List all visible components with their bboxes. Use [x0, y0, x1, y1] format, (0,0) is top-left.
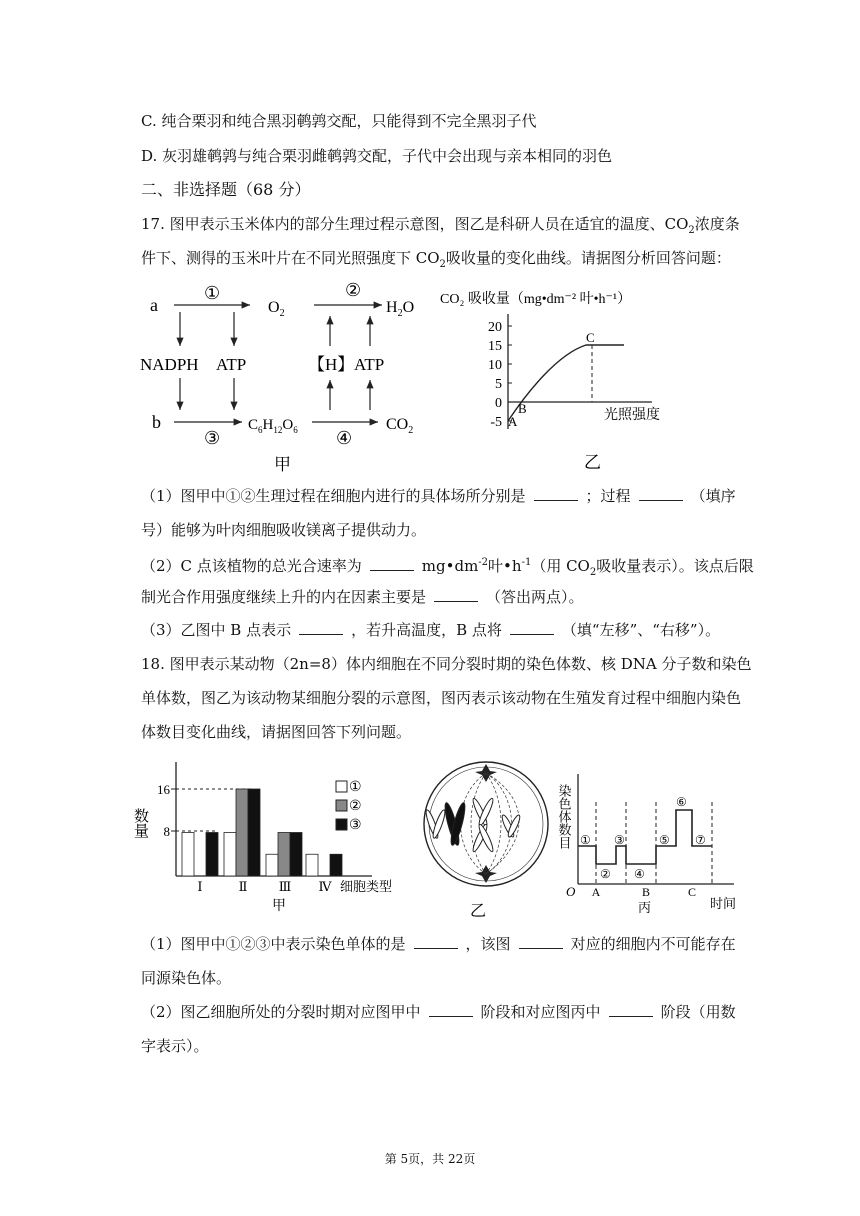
atp-label-1: ATP [216, 355, 247, 374]
bar-1-3 [266, 854, 278, 876]
q17-intro-line1: 17. 图甲表示玉米体内的部分生理过程示意图，图乙是科研人员在适宜的温度、$CO_2$浓度条 [141, 215, 740, 236]
x-marker: B [641, 885, 651, 899]
y-tick: 16 [157, 782, 170, 797]
y-axis-label: 染色体数目 [556, 784, 572, 849]
figure-caption-yi: 乙 [584, 453, 601, 472]
q18-part2-cont: 字表示）。 [141, 1037, 209, 1055]
q18-intro-line3: 体数目变化曲线，请据图回答下列问题。 [141, 723, 412, 741]
x-marker: A [591, 885, 601, 899]
stage-label: ③ [614, 833, 625, 847]
category-label: Ⅲ [278, 879, 292, 894]
q18-part1-cont: 同源染色体。 [141, 969, 232, 987]
q17-part2: （2）C 点该植物的总光合速率为 $mg•dm^{-2}$叶$•h^{-1}$（用 $CO_2$吸收量表示）。该点后限 [141, 557, 754, 578]
bar-1-4 [306, 854, 318, 876]
step-3-label: ③ [204, 428, 221, 448]
y-tick: 10 [488, 358, 502, 373]
y-tick: 15 [488, 339, 502, 354]
x-axis-label: 时间 [710, 896, 737, 911]
y-axis-label: 数量 [132, 808, 148, 838]
figure-18-jia-bar-chart [132, 760, 410, 920]
answer-blank[interactable] [299, 620, 343, 635]
point-a-label: A [508, 414, 518, 429]
legend-label: ③ [349, 818, 362, 833]
bar-3-1 [206, 833, 218, 877]
y-tick: 0 [495, 396, 502, 411]
stage-label: ⑦ [695, 833, 706, 847]
label-a: a [150, 295, 158, 315]
q17-part1-cont: 号）能够为叶肉细胞吸收镁离子提供动力。 [141, 521, 427, 539]
point-c-label: C [586, 330, 595, 345]
option-c: C. 纯合栗羽和纯合黑羽鹌鹑交配，只能得到不完全黑羽子代 [141, 112, 537, 130]
answer-blank[interactable] [639, 486, 683, 501]
y-tick: 20 [488, 320, 502, 335]
point-b-label: B [518, 401, 527, 416]
stage-label: ⑤ [659, 833, 670, 847]
bar-3-2 [248, 789, 260, 876]
q17-part3: （3）乙图中 B 点表示 ，若升高温度，B 点将 （填“左移”、“右移”）。 [141, 621, 721, 639]
step-1-label: ① [204, 283, 221, 303]
stage-label: ④ [634, 867, 645, 881]
figure-18-yi-cell-diagram [422, 756, 552, 921]
y-tick: 8 [163, 824, 170, 839]
category-label: Ⅳ [318, 879, 332, 894]
step-4-label: ④ [336, 428, 353, 448]
legend [336, 780, 362, 833]
category-labels [197, 879, 332, 894]
h2o-label: $H_2O$ [386, 299, 415, 319]
category-label: Ⅰ [197, 879, 203, 894]
figure-17-jia-pathway [138, 282, 428, 477]
x-axis-label: 光照强度 [604, 408, 660, 423]
figure-18-bing-step-chart [558, 772, 748, 922]
chart-title: CO₂ 吸收量（mg•dm⁻² 叶•h⁻¹） [440, 292, 632, 307]
q17-part1: （1）图甲中①②生理过程在细胞内进行的具体场所分别是 ；过程 （填序 [141, 487, 736, 505]
q17-part2-cont: 制光合作用强度继续上升的内在因素主要是 （答出两点）。 [141, 588, 584, 606]
answer-blank[interactable] [429, 1002, 473, 1017]
q18-part2: （2）图乙细胞所处的分裂时期对应图甲中 阶段和对应图丙中 阶段（用数 [141, 1003, 736, 1021]
stage-label: ② [600, 867, 611, 881]
bar-1-1 [182, 833, 194, 877]
bar-2-3 [278, 833, 290, 877]
q18-intro-line1: 18. 图甲表示某动物（2n=8）体内细胞在不同分裂时期的染色体数、核 DNA 分子数和染色 [141, 655, 752, 673]
figure-caption-jia: 甲 [274, 455, 291, 474]
y-tick: 5 [495, 377, 502, 392]
origin-label: O [566, 884, 576, 899]
y-tick: -5 [490, 415, 502, 430]
bar-3-4 [330, 854, 342, 876]
x-marker: C [687, 885, 697, 899]
bar-3-3 [290, 833, 302, 877]
answer-blank[interactable] [370, 556, 414, 571]
x-axis-label: 细胞类型 [340, 879, 393, 894]
q18-intro-line2: 单体数，图乙为该动物某细胞分裂的示意图，图丙表示该动物在生殖发育过程中细胞内染色 [141, 689, 742, 707]
legend-label: ② [349, 799, 362, 814]
bar-1-2 [224, 833, 236, 877]
section-title: 二、非选择题（68 分） [141, 180, 311, 199]
answer-blank[interactable] [510, 620, 554, 635]
legend-label: ① [349, 780, 362, 795]
atp-label-2: ATP [354, 355, 385, 374]
figure-caption-yi-18: 乙 [470, 903, 487, 920]
h-label: 【H】 [308, 355, 355, 374]
o2-label: $O_2$ [268, 299, 285, 319]
step-2-label: ② [345, 280, 362, 300]
co2-label: $CO_2$ [386, 416, 414, 436]
label-b: b [152, 412, 161, 432]
glucose-label: $C_6H_{12}O_6$ [248, 417, 298, 435]
answer-blank[interactable] [414, 934, 458, 949]
page-footer: 第 5页，共 22页 [384, 1152, 476, 1166]
stage-label: ⑥ [676, 795, 687, 809]
answer-blank[interactable] [534, 486, 578, 501]
q17-intro-line2: 件下、测得的玉米叶片在不同光照强度下 $CO_2$吸收量的变化曲线。请据图分析回答问题： [141, 249, 731, 270]
category-label: Ⅱ [238, 879, 248, 894]
figure-17-yi-co2-chart [438, 286, 678, 476]
figure-caption-jia-18: 甲 [272, 899, 286, 914]
chromosome-count-curve [578, 810, 712, 864]
bar-2-2 [236, 789, 248, 876]
bar-group [182, 789, 342, 876]
nadph-label: NADPH [140, 355, 199, 374]
answer-blank[interactable] [434, 587, 478, 602]
figure-caption-bing: 丙 [638, 900, 652, 915]
option-d: D. 灰羽雄鹌鹑与纯合栗羽雌鹌鹑交配，子代中会出现与亲本相同的羽色 [141, 147, 613, 165]
q18-part1: （1）图甲中①②③中表示染色单体的是 ，该图 对应的细胞内不可能存在 [141, 935, 736, 953]
answer-blank[interactable] [609, 1002, 653, 1017]
answer-blank[interactable] [519, 934, 563, 949]
stage-label: ① [580, 833, 591, 847]
